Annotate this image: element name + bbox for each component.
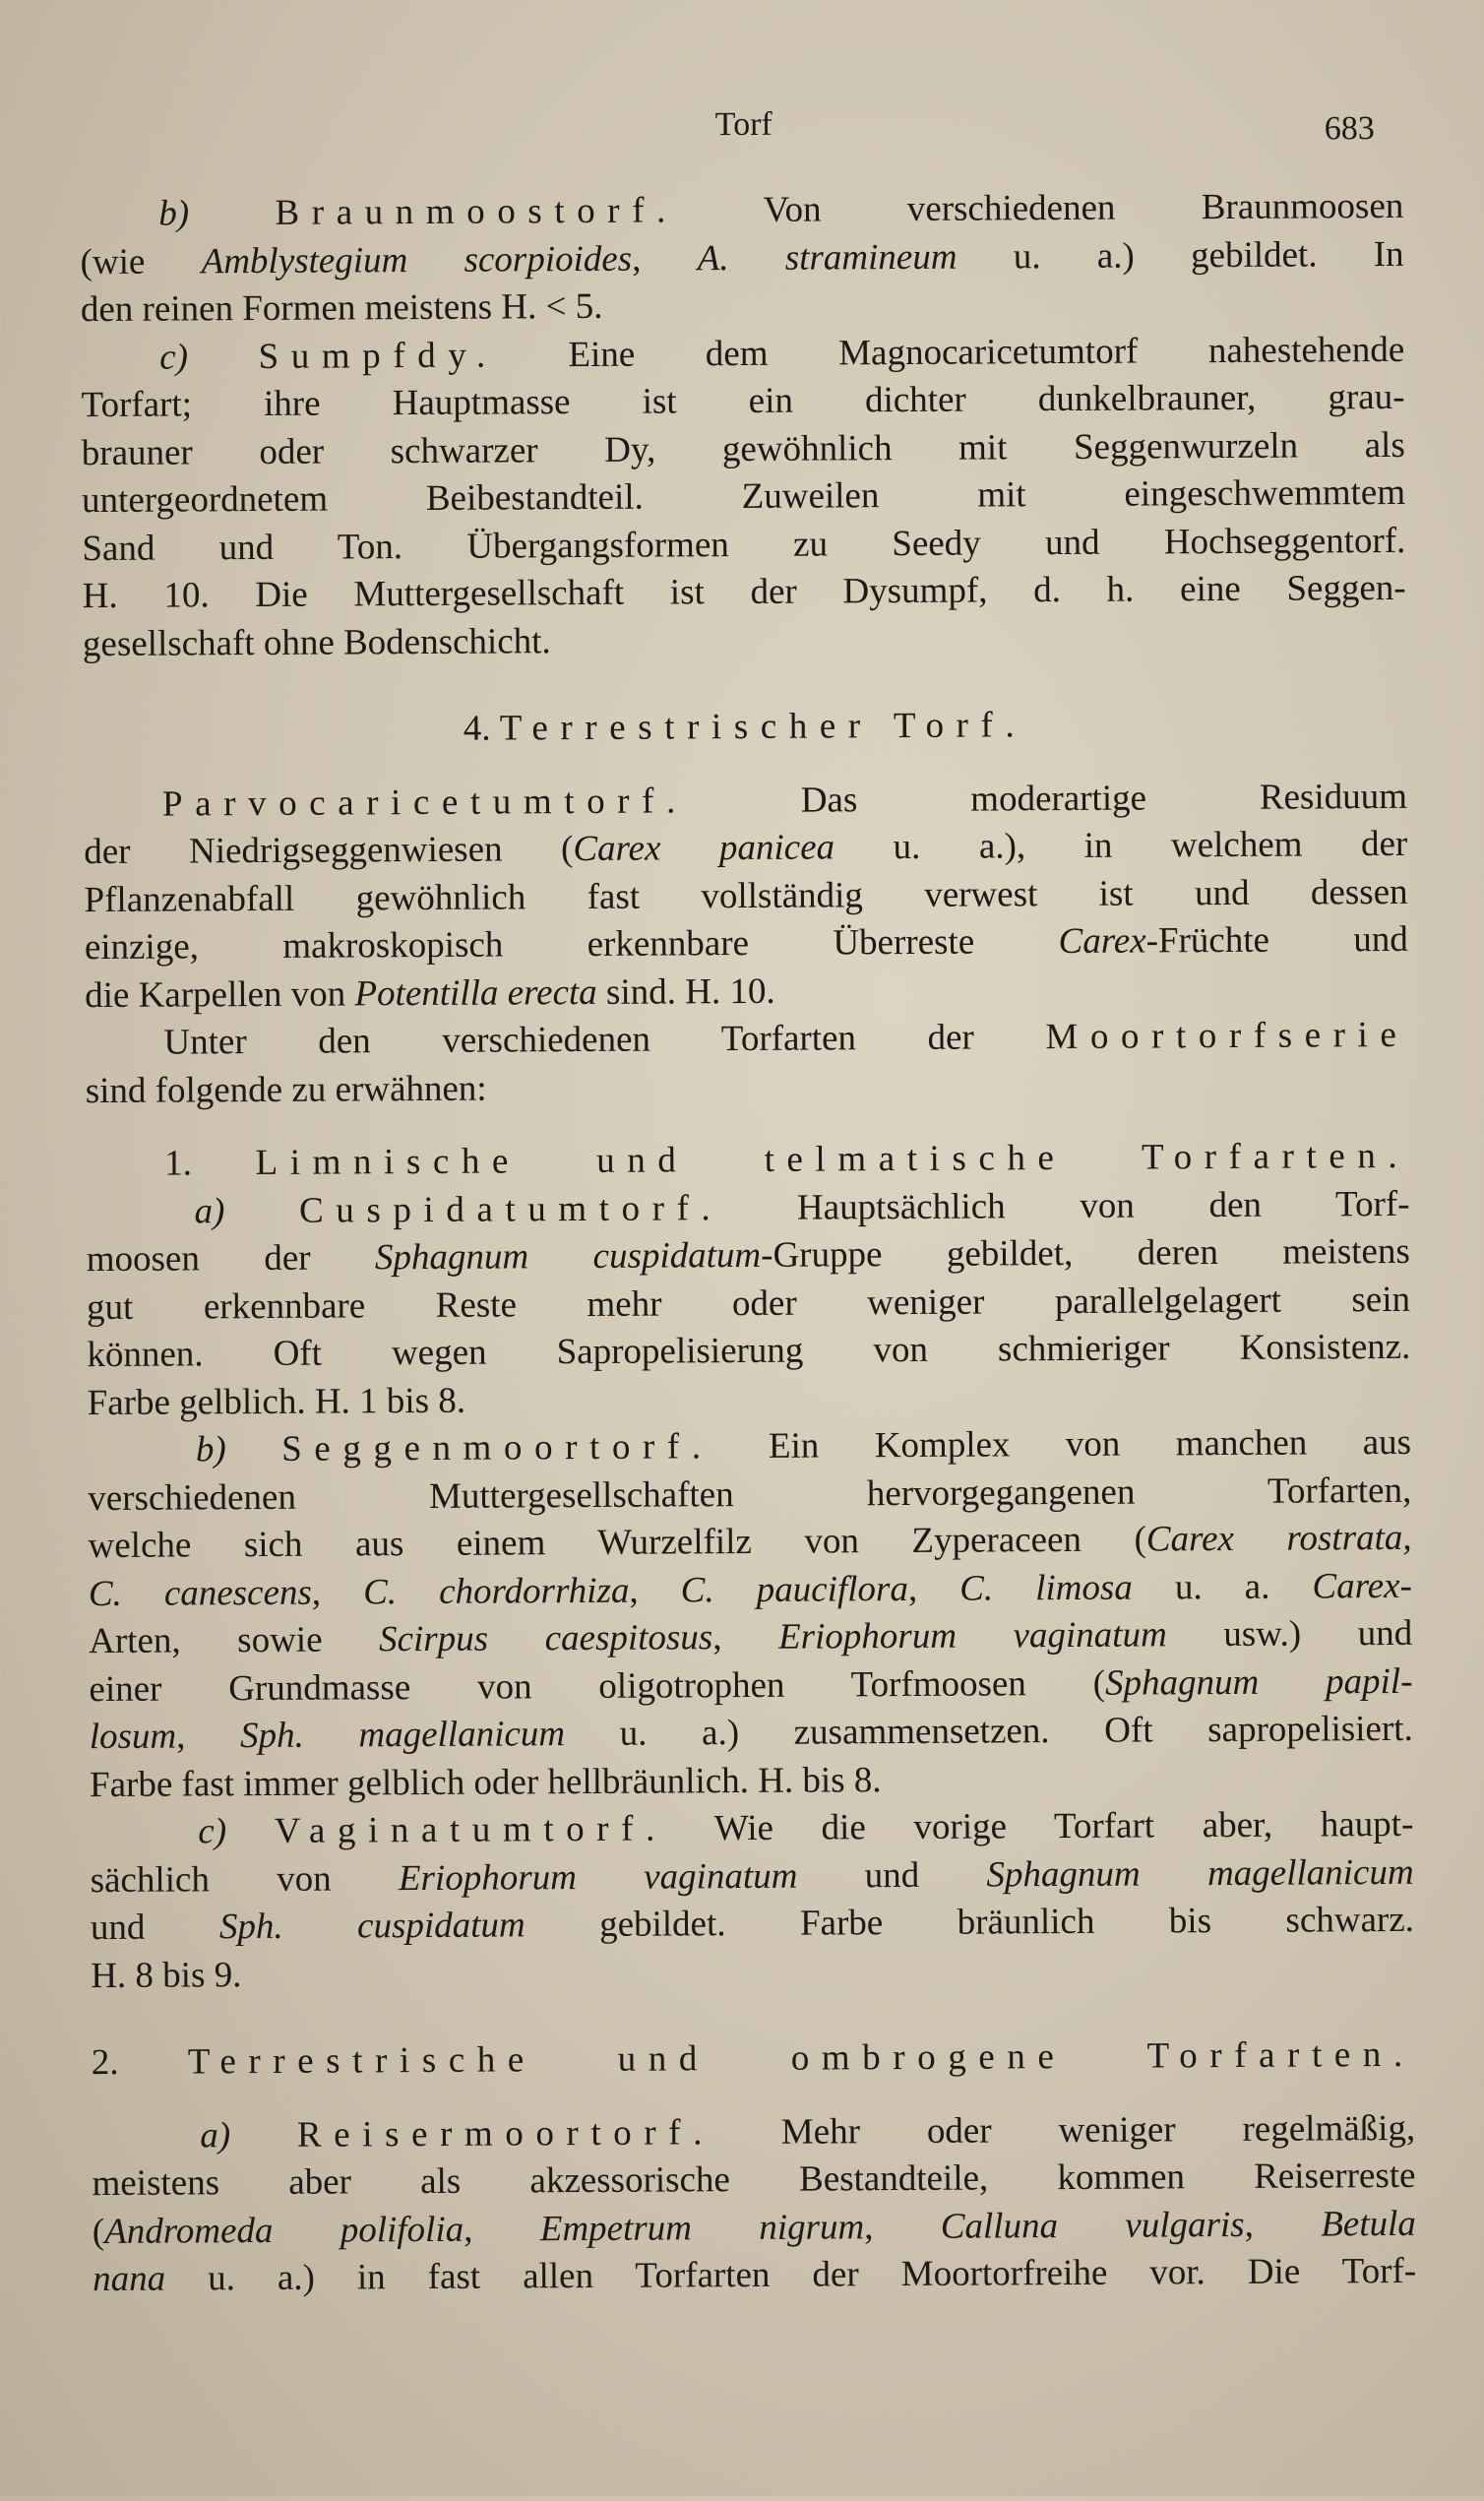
spaced-heading-text: Terrestrische und ombrogene Torfarten. (187, 2033, 1415, 2083)
italic-text: a) (200, 2114, 231, 2156)
text-run: Eine dem Magnocaricetumtorf nahestehende (497, 329, 1405, 376)
text-line (88, 1515, 1411, 1571)
text-line (82, 469, 1405, 526)
text-run: H. 10. Die Muttergesellschaft ist der Dysumpf, d. h. eine Seggen- (82, 567, 1406, 617)
text-line (87, 1276, 1410, 1332)
text-line (86, 1133, 1409, 1189)
text-run: den reinen Formen meistens H. < 5. (80, 285, 603, 331)
text-run: u. a.), in welchem der (834, 823, 1408, 868)
text-run: -Gruppe gebildet, deren meistens (761, 1230, 1410, 1276)
text-run: und (797, 1854, 987, 1897)
text-line (89, 1657, 1412, 1714)
text-line (93, 2200, 1416, 2256)
text-run: können. Oft wegen Sapropelisierung von schmieriger Konsistenz. (87, 1326, 1411, 1376)
italic-text: C. chordorrhiza (363, 1570, 630, 1612)
text-run: usw.) und (1166, 1612, 1413, 1656)
italic-text: Carex rostrata, (1145, 1517, 1412, 1560)
text-run: moosen der (86, 1237, 376, 1281)
text-line (84, 773, 1407, 829)
text-run: Hauptsächlich von den Torf- (722, 1183, 1410, 1228)
text-run: , (464, 2208, 540, 2250)
text-run: , (311, 1571, 364, 1613)
text-run (226, 1811, 275, 1851)
text-run: einzige, makroskopisch erkennbare Überreste (84, 921, 1059, 969)
text-line (81, 326, 1404, 382)
text-line (91, 1848, 1414, 1905)
text-run: welche sich aus einem Wurzelfilz von Zyperaceen ( (88, 1519, 1146, 1567)
text-run: u. a.) in fast allen Torfarten der Moortorfreihe vor. Die Torf- (165, 2250, 1417, 2299)
text-line (87, 1324, 1410, 1380)
text-run: der Niedrigseggenwiesen ( (84, 829, 574, 873)
spaced-heading-text: Terrestrischer Torf. (499, 705, 1027, 749)
text-run: Von verschiedenen Braunmoosen (677, 185, 1404, 231)
text-line (90, 1801, 1413, 1857)
italic-text: Sphagnum papil- (1104, 1660, 1413, 1704)
text-run (224, 1190, 299, 1230)
italic-text: Carex- (1312, 1565, 1412, 1606)
text-run: -Früchte und (1145, 918, 1408, 962)
spaced-heading-text: Parvocaricetumtorf. (161, 780, 688, 825)
text-line (89, 1610, 1412, 1666)
text-run (189, 193, 276, 234)
italic-text: Carex panicea (573, 827, 835, 870)
text-run: Arten, sowie (89, 1619, 380, 1662)
text-run: sind folgende zu erwähnen: (85, 1068, 487, 1111)
text-run: Mehr oder weniger regelmäßig, (713, 2107, 1416, 2153)
text-run: , (632, 237, 698, 280)
text-run: meistens aber als akzessorische Bestandteile, kommen Reiserreste (92, 2155, 1416, 2205)
italic-text: Empetrum nigrum (539, 2206, 865, 2249)
text-run: Das moderartige Residuum (687, 776, 1408, 821)
spaced-heading-text: Limnische und telmatische Torfarten. (255, 1135, 1410, 1184)
italic-text: Amblystegium scorpioides (201, 238, 633, 281)
spaced-heading-text: Cuspidatumtorf. (298, 1187, 723, 1231)
italic-text: C. canescens (88, 1572, 312, 1614)
italic-text: C. limosa (959, 1567, 1133, 1609)
text-run: 1. (164, 1143, 256, 1184)
text-line (83, 565, 1406, 621)
text-line (80, 230, 1403, 286)
italic-text: Sph. magellanicum (239, 1714, 566, 1757)
text-line (88, 1467, 1411, 1523)
italic-text: Potentilla erecta (354, 971, 597, 1014)
italic-text: Sph. cuspidatum (218, 1905, 526, 1948)
text-run: und (90, 1907, 220, 1949)
text-run: Pflanzenabfall gewöhnlich fast vollständig verwest ist und dessen (84, 871, 1408, 920)
text-run: , (629, 1569, 681, 1611)
text-run: 4. (463, 708, 500, 749)
italic-text: Sphagnum cuspidatum (374, 1234, 762, 1279)
text-run: , (176, 1716, 241, 1757)
italic-text: Scirpus caespitosus (378, 1617, 713, 1660)
italic-text: c) (159, 336, 189, 378)
text-line (81, 279, 1404, 335)
text-run: Farbe fast immer gelblich oder hellbräunlich. H. bis 8. (89, 1759, 882, 1805)
text-run: ( (92, 2211, 105, 2252)
spaced-heading-text: Sumpfdy. (258, 335, 498, 377)
text-run: H. 8 bis 9. (91, 1954, 242, 1996)
text-line (86, 1180, 1409, 1236)
spaced-heading-text: Vaginatumtorf. (274, 1808, 667, 1851)
text-line (92, 2104, 1415, 2160)
text-line (80, 183, 1403, 239)
text-run: die Karpellen von (85, 972, 355, 1016)
text-line (83, 612, 1406, 668)
text-line (90, 1753, 1413, 1809)
text-line (92, 2153, 1415, 2209)
text-line (86, 1059, 1409, 1115)
text-run: gut erkennbare Reste mehr oder weniger parallelgelagert sein (86, 1279, 1411, 1328)
text-line (89, 1562, 1412, 1618)
text-run (226, 1429, 282, 1469)
body-text (80, 183, 1416, 2304)
text-run: , (864, 2206, 941, 2247)
italic-text: C. pauciflora (680, 1568, 909, 1610)
text-line (90, 1706, 1413, 1762)
text-run: Farbe gelblich. H. 1 bis 8. (87, 1380, 466, 1423)
text-run: brauner oder schwarzer Dy, gewöhnlich mit Seggenwurzeln als (81, 424, 1405, 473)
text-line (82, 517, 1405, 573)
text-run: sind. H. 10. (596, 970, 775, 1013)
spaced-heading-text: Braunmoostorf. (275, 190, 679, 233)
text-run: gesellschaft ohne Bodenschicht. (82, 620, 551, 664)
italic-text: losum (89, 1716, 177, 1758)
text-run: Unter den verschiedenen Torfarten der (163, 1017, 1046, 1063)
spaced-heading-text: Seggenmoortorf. (281, 1426, 713, 1469)
text-run: u. a.) gebildet. In (957, 233, 1404, 278)
spaced-heading-text: Reisermoortorf. (296, 2111, 715, 2156)
spaced-heading-text: Moortorfserie (1045, 1014, 1409, 1058)
italic-text: Andromeda polifolia (104, 2209, 464, 2252)
text-run: u. a.) zusammensetzen. Oft sapropelisiert. (564, 1708, 1413, 1755)
italic-text: Carex (1058, 920, 1146, 963)
text-run: Torfart; ihre Hauptmasse ist ein dichter dunkelbrauner, grau- (81, 376, 1405, 426)
text-line (82, 421, 1405, 477)
text-run: , (1244, 2203, 1322, 2245)
text-run: untergeordnetem Beibestandteil. Zuweilen mit eingeschwemmtem (81, 471, 1406, 522)
text-line (92, 2032, 1415, 2088)
italic-text: Calluna vulgaris (940, 2204, 1245, 2247)
text-line (88, 1371, 1411, 1427)
text-line (85, 1012, 1408, 1068)
text-line (91, 1897, 1414, 1953)
italic-text: Sphagnum magellanicum (986, 1851, 1414, 1896)
italic-text: A. stramineum (697, 236, 958, 279)
italic-text: Eriophorum vaginatum (398, 1855, 798, 1899)
text-run: u. a. (1132, 1565, 1313, 1608)
running-title: Torf (714, 105, 773, 144)
text-line (81, 374, 1404, 430)
text-run: , (712, 1616, 779, 1658)
italic-text: c) (198, 1811, 227, 1852)
text-line (83, 700, 1406, 756)
text-run: Sand und Ton. Übergangsformen zu Seedy und Hochseggentorf. (82, 520, 1406, 569)
italic-text: Eriophorum vaginatum (777, 1614, 1167, 1657)
text-run: einer Grundmasse von oligotrophen Torfmoosen ( (89, 1662, 1106, 1710)
italic-text: Betula (1321, 2203, 1416, 2244)
text-line (84, 821, 1407, 877)
text-run: Wie die vorige Torfart aber, haupt- (666, 1803, 1414, 1849)
text-run: , (907, 1568, 960, 1609)
text-run: verschiedenen Muttergesellschaften hervorgegangenen Torfarten, (88, 1469, 1412, 1519)
text-run (188, 337, 259, 377)
text-run (230, 2114, 297, 2155)
text-line (84, 868, 1407, 924)
running-header (1, 101, 1484, 159)
text-line (88, 1419, 1411, 1475)
text-line (85, 964, 1408, 1020)
page-number: 683 (1324, 110, 1375, 148)
italic-text: a) (194, 1190, 225, 1231)
text-line (93, 2248, 1416, 2304)
italic-text: nana (93, 2258, 166, 2300)
italic-text: b) (158, 193, 190, 234)
italic-text: b) (195, 1429, 226, 1470)
text-run: Ein Komplex von manchen aus (712, 1421, 1412, 1468)
text-run: gebildet. Farbe bräunlich bis schwarz. (525, 1899, 1415, 1946)
text-line (87, 1228, 1410, 1284)
text-line (91, 1944, 1414, 2000)
text-run: 2. (91, 2041, 188, 2084)
text-run: sächlich von (90, 1857, 400, 1901)
text-run: (wie (80, 240, 202, 282)
text-line (85, 916, 1408, 972)
